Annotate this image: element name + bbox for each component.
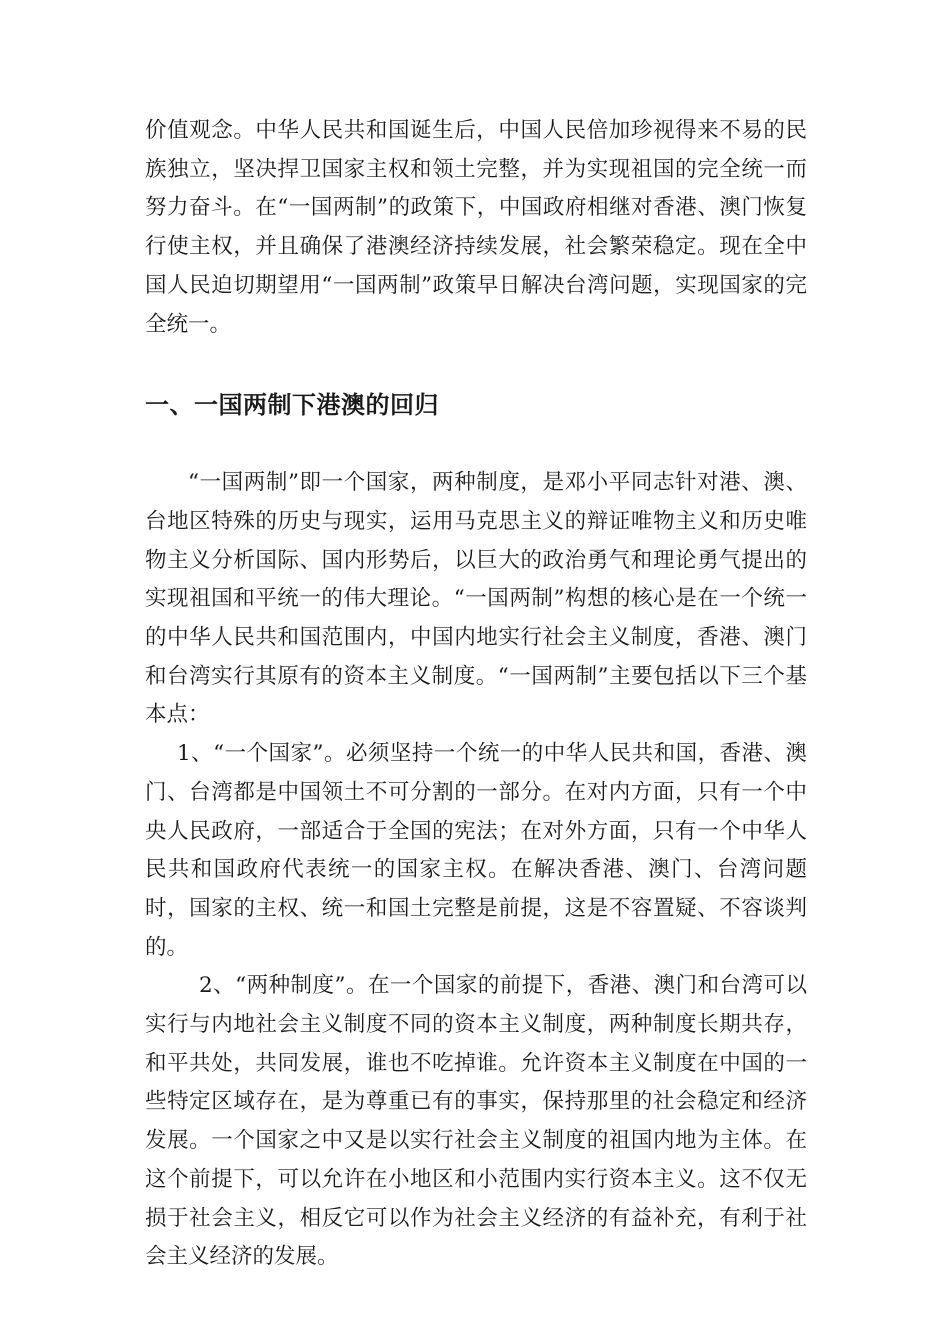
document-page [145,112,807,1277]
point-one-paragraph: 1、“一个国家”。必须坚持一个统一的中华人民共和国，香港、澳门、台湾都是中国领土不可分割的一部分。在对内方面，只有一个中央人民政府，一部适合于全国的宪法；在对外方面，只有一个中华人民共和国政府代表统一的国家主权。在解决香港、澳门、台湾问题时，国家的主权、统一和国土完整是前提，这是不容置疑、不容谈判的。 [145,741,807,960]
intro-paragraph: 价值观念。中华人民共和国诞生后，中国人民倍加珍视得来不易的民族独立，坚决捍卫国家主权和领土完整，并为实现祖国的完全统一而努力奋斗。在“一国两制”的政策下，中国政府相继对香港、澳门恢复行使主权，并且确保了港澳经济持续发展，社会繁荣稳定。现在全中国人民迫切期望用“一国两制”政策早日解决台湾问题，实现国家的完全统一。 [145,118,807,337]
section-heading: 一、一国两制下港澳的回归 [145,391,439,420]
definition-paragraph: “一国两制”即一个国家，两种制度，是邓小平同志针对港、澳、台地区特殊的历史与现实，运用马克思主义的辩证唯物主义和历史唯物主义分析国际、国内形势后，以巨大的政治勇气和理论勇气提出的实现祖国和平统一的伟大理论。“一国两制”构想的核心是在一个统一的中华人民共和国范围内，中国内地实行社会主义制度，香港、澳门和台湾实行其原有的资本主义制度。“一国两制”主要包括以下三个基本点： [145,470,807,728]
point-two-paragraph: 2、“两种制度”。在一个国家的前提下，香港、澳门和台湾可以实行与内地社会主义制度不同的资本主义制度，两种制度长期共存，和平共处，共同发展，谁也不吃掉谁。允许资本主义制度在中国的一些特定区域存在，是为尊重已有的事实，保持那里的社会稳定和经济发展。一个国家之中又是以实行社会主义制度的祖国内地为主体。在这个前提下，可以允许在小地区和小范围内实行资本主义。这不仅无损于社会主义，相反它可以作为社会主义经济的有益补充，有利于社会主义经济的发展。 [145,973,807,1270]
